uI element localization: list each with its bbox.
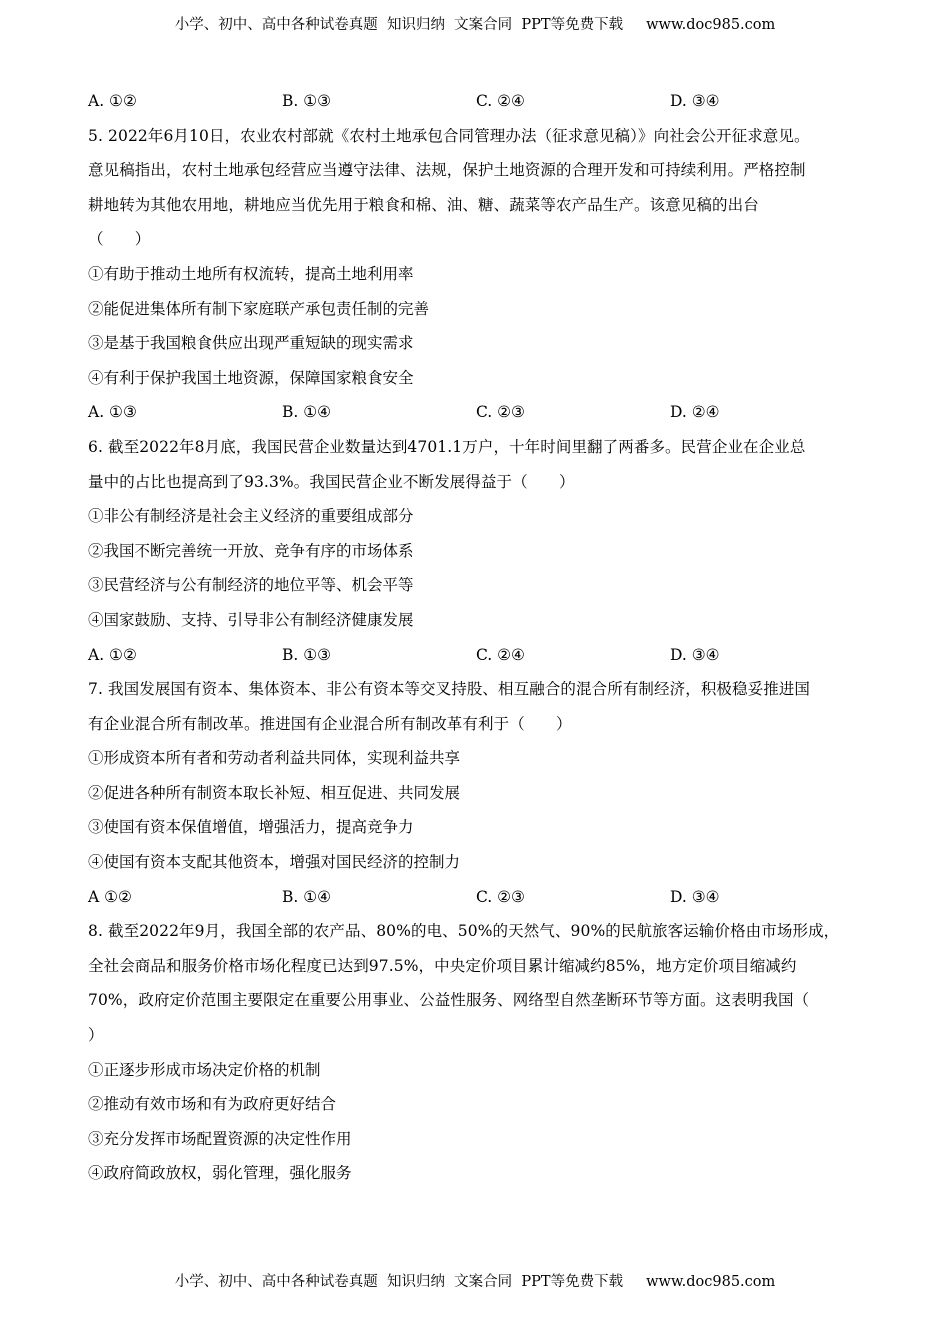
q5-options bbox=[88, 395, 878, 430]
q7-choice-4: ④使国有资本支配其他资本，增强对国民经济的控制力 bbox=[88, 853, 461, 872]
q6-choice-3: ③民营经济与公有制经济的地位平等、机会平等 bbox=[88, 576, 414, 595]
q6-stem-line: 6. 截至2022年8月底，我国民营企业数量达到4701.1万户，十年时间里翻了两番多。民营企业在企业总 bbox=[88, 437, 806, 456]
q7-option-c: C. ②③ bbox=[476, 887, 525, 906]
q8-choice-2: ②推动有效市场和有为政府更好结合 bbox=[88, 1095, 337, 1114]
q6-options bbox=[88, 638, 878, 673]
question-7 bbox=[88, 672, 878, 914]
q6-option-a: A. ①② bbox=[88, 645, 137, 664]
q5-stem-line: 耕地转为其他农用地，耕地应当优先用于粮食和棉、油、糖、蔬菜等农产品生产。该意见稿的出台 bbox=[88, 195, 759, 214]
q6-choice-2: ②我国不断完善统一开放、竞争有序的市场体系 bbox=[88, 541, 414, 560]
question-6 bbox=[88, 430, 878, 672]
q5-choice-2: ②能促进集体所有制下家庭联产承包责任制的完善 bbox=[88, 299, 430, 318]
q8-stem-line: ） bbox=[88, 1026, 104, 1045]
question-8 bbox=[88, 914, 878, 1191]
q7-option-a: A ①② bbox=[88, 887, 132, 906]
q5-option-c: C. ②③ bbox=[476, 403, 525, 422]
q8-stem-line: 70%，政府定价范围主要限定在重要公用事业、公益性服务、网络型自然垄断环节等方面。这表明我国（ bbox=[88, 991, 810, 1010]
q8-choice-1: ①正逐步形成市场决定价格的机制 bbox=[88, 1060, 321, 1079]
q5-choice-4: ④有利于保护我国土地资源，保障国家粮食安全 bbox=[88, 368, 414, 387]
q5-choice-3: ③是基于我国粮食供应出现严重短缺的现实需求 bbox=[88, 334, 414, 353]
q8-choice-3: ③充分发挥市场配置资源的决定性作用 bbox=[88, 1129, 352, 1148]
q5-stem-line: 5. 2022年6月10日，农业农村部就《农村土地承包合同管理办法（征求意见稿）》向社会公开征求意见。 bbox=[88, 126, 810, 145]
q8-stem-line: 全社会商品和服务价格市场化程度已达到97.5%，中央定价项目累计缩减约85%，地方定价项目缩减约 bbox=[88, 956, 797, 975]
q7-option-b: B. ①④ bbox=[282, 887, 332, 906]
q5-choice-1: ①有助于推动土地所有权流转，提高土地利用率 bbox=[88, 264, 414, 283]
page-footer: 小学、初中、高中各种试卷真题 知识归纳 文案合同 PPT等免费下载 www.doc985.com bbox=[174, 1274, 776, 1290]
q6-option-c: C. ②④ bbox=[476, 645, 525, 664]
q5-stem-line: 意见稿指出，农村土地承包经营应当遵守法律、法规，保护土地资源的合理开发和可持续利用。严格控制 bbox=[88, 161, 806, 180]
question-5 bbox=[88, 119, 878, 430]
q5-option-d: D. ②④ bbox=[670, 403, 720, 422]
q7-choice-1: ①形成资本所有者和劳动者利益共同体，实现利益共享 bbox=[88, 749, 461, 768]
q4-option-d: D. ③④ bbox=[670, 92, 720, 110]
q6-stem-line: 量中的占比也提高到了93.3%。我国民营企业不断发展得益于（ ） bbox=[88, 472, 575, 491]
q4-option-c: C. ②④ bbox=[476, 92, 525, 110]
q7-choice-2: ②促进各种所有制资本取长补短、相互促进、共同发展 bbox=[88, 783, 461, 802]
q7-option-d: D. ③④ bbox=[670, 887, 720, 906]
page-header: 小学、初中、高中各种试卷真题 知识归纳 文案合同 PPT等免费下载 www.doc985.com bbox=[174, 17, 776, 33]
q7-options bbox=[88, 880, 878, 915]
q6-choice-1: ①非公有制经济是社会主义经济的重要组成部分 bbox=[88, 507, 414, 526]
q8-choice-4: ④政府简政放权，弱化管理，强化服务 bbox=[88, 1164, 352, 1183]
q5-option-b: B. ①④ bbox=[282, 403, 332, 422]
q5-stem-line: （ ） bbox=[88, 230, 151, 249]
q7-stem-line: 有企业混合所有制改革。推进国有企业混合所有制改革有利于（ ） bbox=[88, 714, 572, 733]
q5-option-a: A. ①③ bbox=[88, 403, 137, 422]
q4-option-b: B. ①③ bbox=[282, 92, 332, 110]
q7-stem-line: 7. 我国发展国有资本、集体资本、非公有资本等交叉持股、相互融合的混合所有制经济，积极稳妥推进国 bbox=[88, 680, 811, 699]
q4-option-a: A. ①② bbox=[88, 92, 137, 110]
q8-stem-line: 8. 截至2022年9月，我国全部的农产品、80%的电、50%的天然气、90%的民航旅客运输价格由市场形成， bbox=[88, 922, 840, 941]
q6-option-d: D. ③④ bbox=[670, 645, 720, 664]
q7-choice-3: ③使国有资本保值增值，增强活力，提高竞争力 bbox=[88, 818, 414, 837]
q6-option-b: B. ①③ bbox=[282, 645, 332, 664]
exam-content bbox=[88, 84, 878, 1191]
q4-options bbox=[88, 84, 878, 119]
q6-choice-4: ④国家鼓励、支持、引导非公有制经济健康发展 bbox=[88, 610, 414, 629]
